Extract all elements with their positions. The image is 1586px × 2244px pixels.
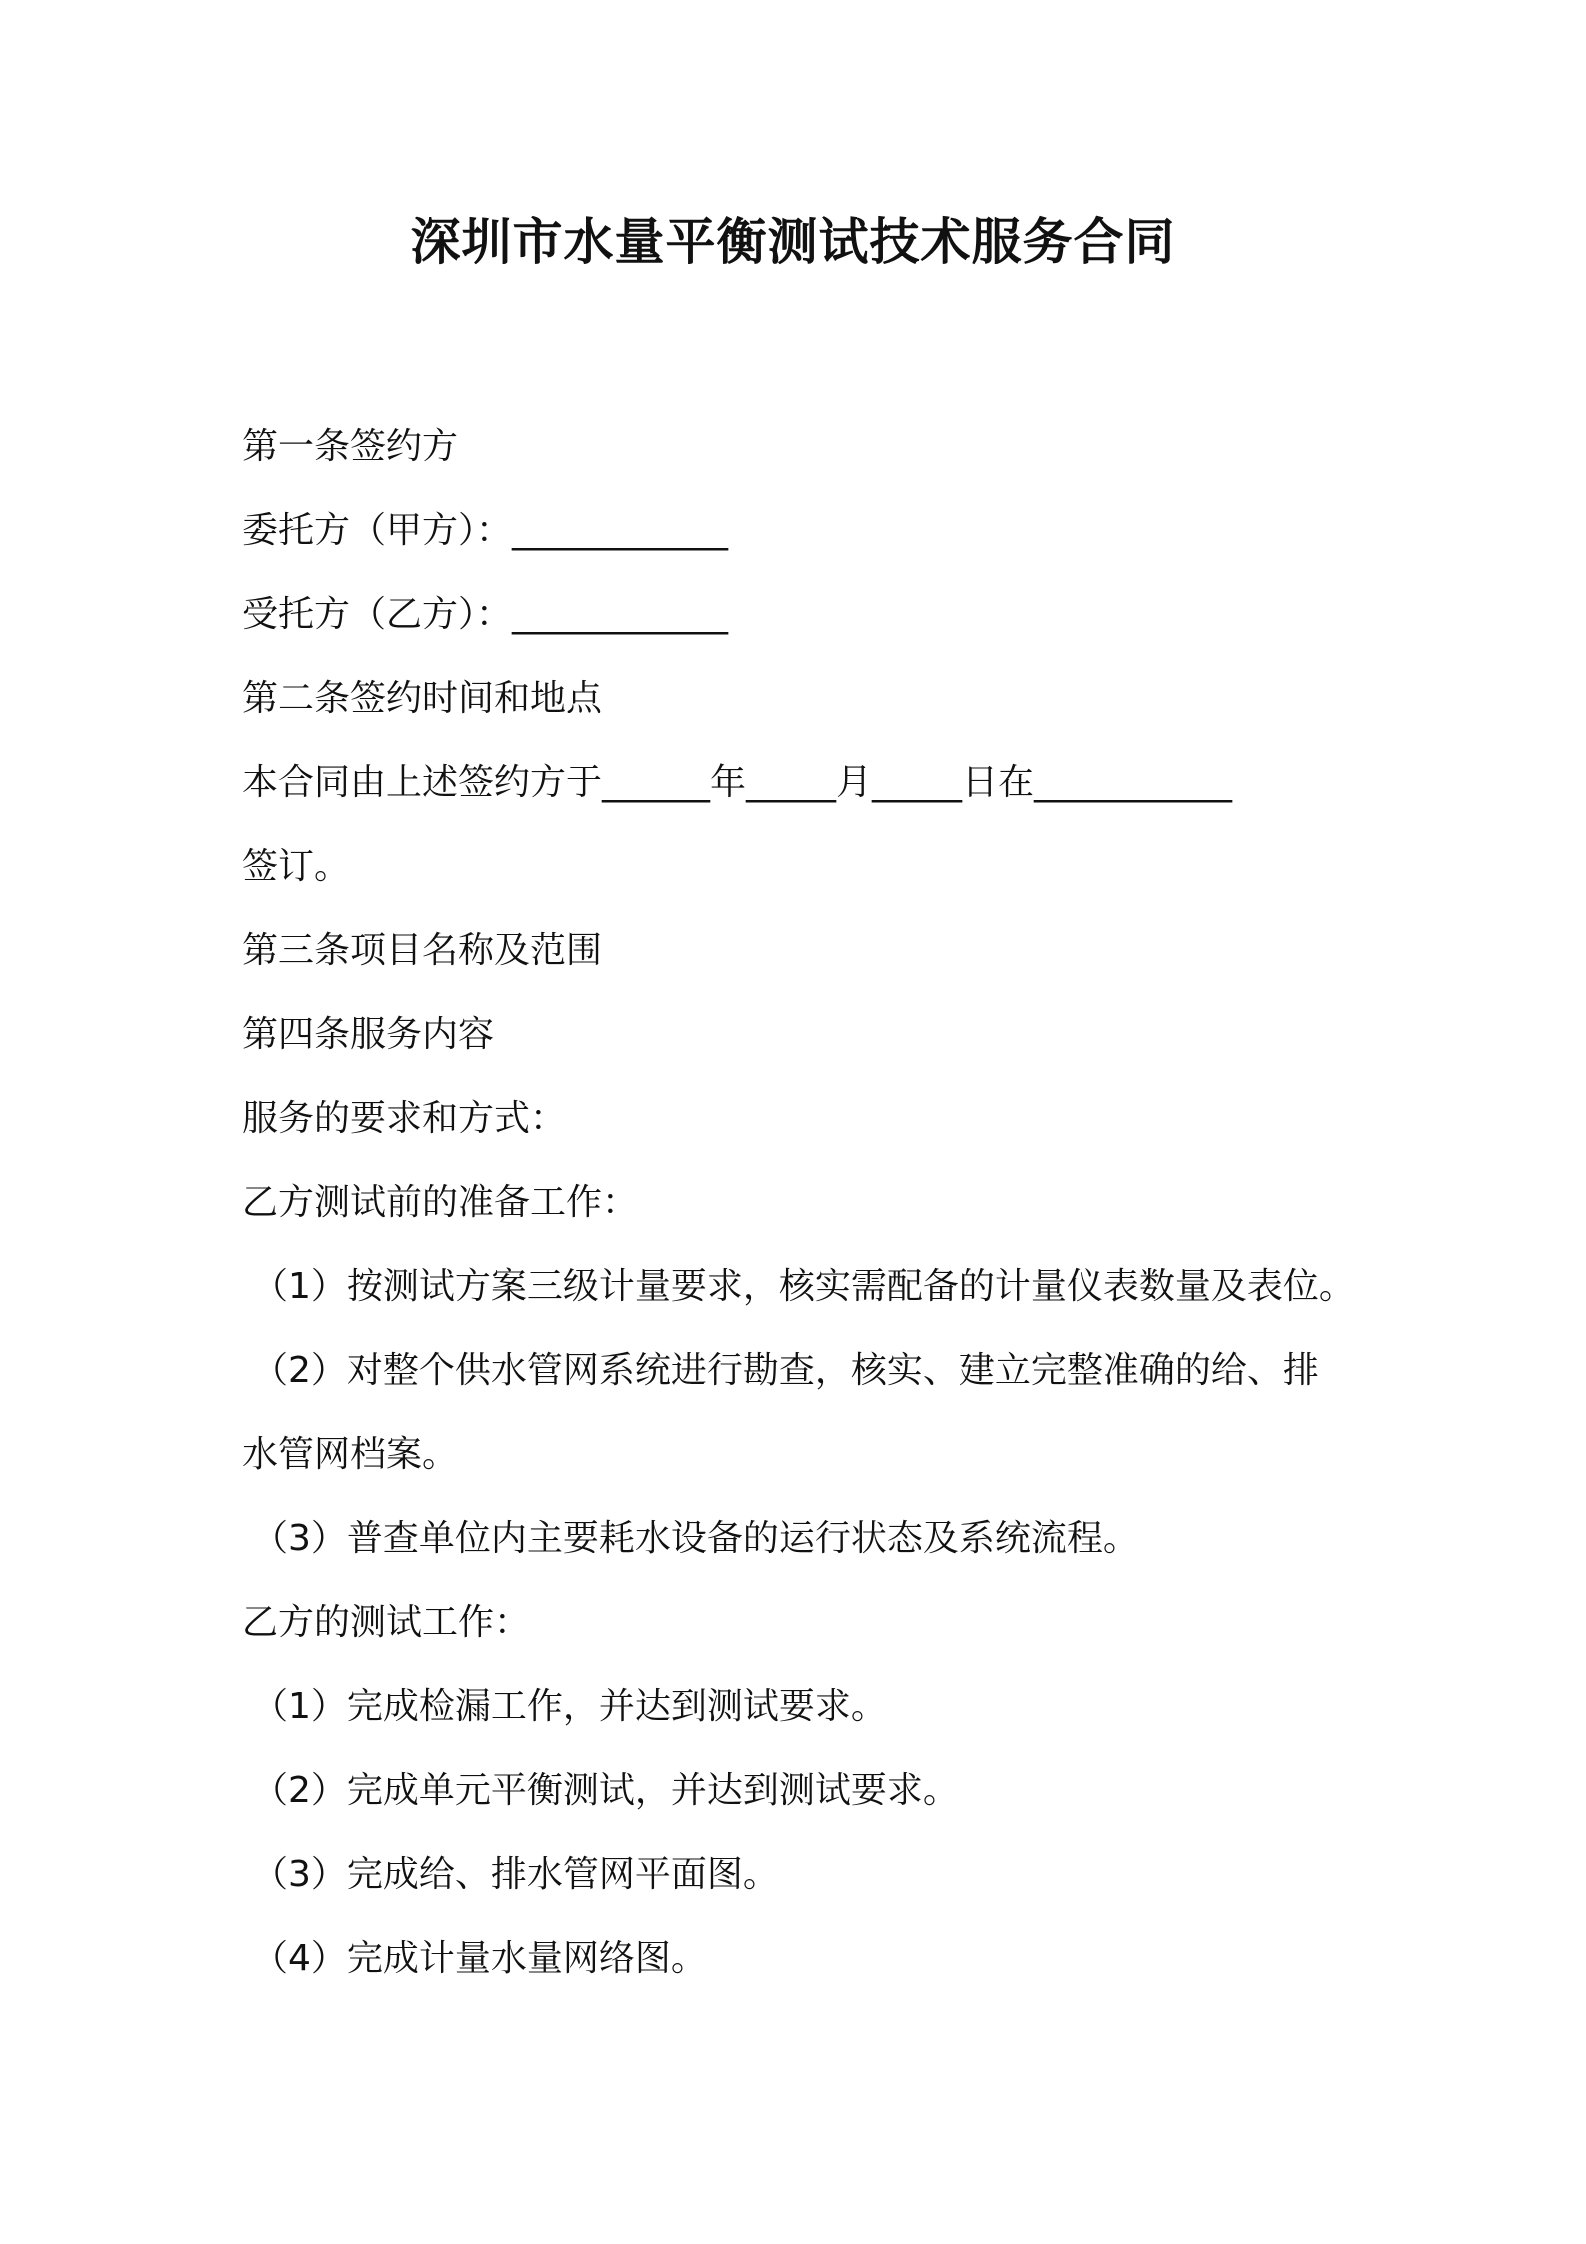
- signing-continuation-line: 签订。: [242, 846, 351, 887]
- preparation-item-3: （3）普查单位内主要耗水设备的运行状态及系统流程。: [252, 1518, 1139, 1559]
- testing-work-heading: 乙方的测试工作：: [242, 1602, 531, 1643]
- party-b-line: 受托方（乙方）：____________: [242, 594, 729, 635]
- preparation-work-heading: 乙方测试前的准备工作：: [242, 1182, 639, 1223]
- preparation-item-2: （2）对整个供水管网系统进行勘查，核实、建立完整准确的给、排: [252, 1350, 1319, 1391]
- preparation-item-2-continuation: 水管网档案。: [242, 1434, 459, 1475]
- testing-item-3: （3）完成给、排水管网平面图。: [252, 1854, 779, 1895]
- testing-item-2: （2）完成单元平衡测试，并达到测试要求。: [252, 1770, 959, 1811]
- party-a-line: 委托方（甲方）：____________: [242, 510, 729, 551]
- article-1-heading: 第一条签约方: [242, 426, 459, 467]
- testing-item-4: （4）完成计量水量网络图。: [252, 1938, 707, 1979]
- testing-item-1: （1）完成检漏工作，并达到测试要求。: [252, 1686, 887, 1727]
- preparation-item-1: （1）按测试方案三级计量要求，核实需配备的计量仪表数量及表位。: [252, 1266, 1355, 1307]
- article-4-heading: 第四条服务内容: [242, 1014, 495, 1055]
- article-2-heading: 第二条签约时间和地点: [242, 678, 603, 719]
- article-3-heading: 第三条项目名称及范围: [242, 930, 603, 971]
- service-requirements-heading: 服务的要求和方式：: [242, 1098, 567, 1139]
- document-title: 深圳市水量平衡测试技术服务合同: [410, 213, 1176, 271]
- document-body: [242, 405, 1412, 2001]
- signing-date-place-line: 本合同由上述签约方于______年_____月_____日在___________: [242, 762, 1233, 803]
